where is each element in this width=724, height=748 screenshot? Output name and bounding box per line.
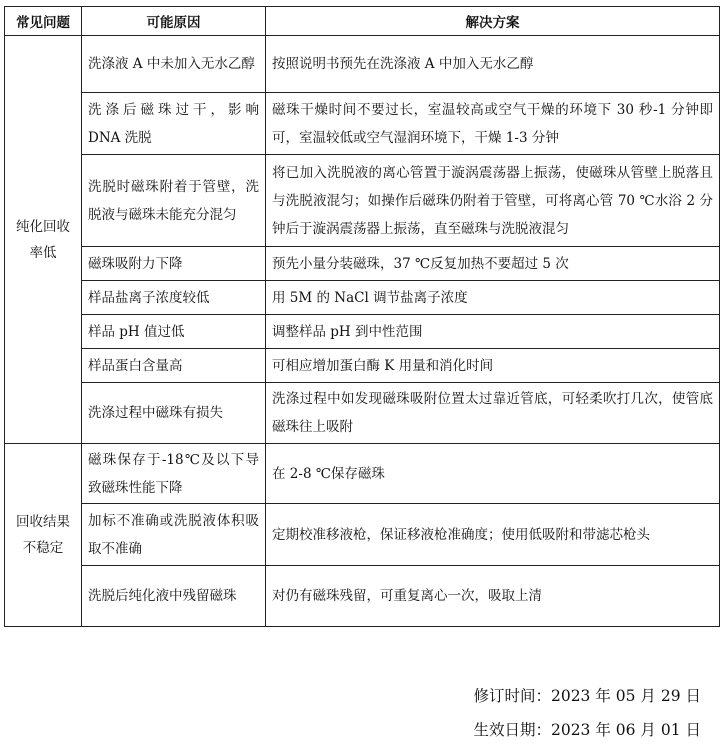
table-row [5, 504, 720, 566]
solution-cell: 洗涤过程中如发现磁珠吸附位置太过靠近管底，可轻柔吹打几次，使管底磁珠往上吸附 [266, 383, 720, 444]
header-problem: 常见问题 [5, 7, 82, 36]
cause-cell: 磁珠保存于-18℃及以下导致磁珠性能下降 [82, 444, 266, 504]
cause-cell: 加标不准确或洗脱液体积吸取不准确 [82, 504, 266, 566]
category-unstable-recovery: 回收结果不稳定 [5, 444, 82, 627]
solution-cell: 对仍有磁珠残留，可重复离心一次，吸取上清 [266, 566, 720, 627]
table-row [5, 155, 720, 247]
cause-cell: 洗涤后磁珠过干，影响 DNA 洗脱 [82, 93, 266, 155]
cause-cell: 样品 pH 值过低 [82, 315, 266, 349]
table-row [5, 281, 720, 315]
solution-cell: 按照说明书预先在洗涤液 A 中加入无水乙醇 [266, 36, 720, 93]
revision-date: 修订时间：2023 年 05 月 29 日 [473, 687, 701, 705]
effective-date: 生效日期：2023 年 06 月 01 日 [473, 721, 701, 739]
table-row [5, 444, 720, 504]
table-row [5, 383, 720, 444]
table-row [5, 315, 720, 349]
category-low-recovery: 纯化回收率低 [5, 36, 82, 444]
cause-cell: 磁珠吸附力下降 [82, 247, 266, 281]
cause-cell: 洗脱时磁珠附着于管壁，洗脱液与磁珠未能充分混匀 [82, 155, 266, 247]
solution-cell: 用 5M 的 NaCl 调节盐离子浓度 [266, 281, 720, 315]
cause-cell: 样品蛋白含量高 [82, 349, 266, 383]
cause-cell: 样品盐离子浓度较低 [82, 281, 266, 315]
header-solution: 解决方案 [266, 7, 720, 36]
table-row [5, 566, 720, 627]
cause-cell: 洗涤液 A 中未加入无水乙醇 [82, 36, 266, 93]
table-row [5, 93, 720, 155]
troubleshooting-table [4, 6, 720, 627]
table-row [5, 349, 720, 383]
cause-cell: 洗涤过程中磁珠有损失 [82, 383, 266, 444]
solution-cell: 在 2-8 ℃保存磁珠 [266, 444, 720, 504]
solution-cell: 预先小量分装磁珠，37 ℃反复加热不要超过 5 次 [266, 247, 720, 281]
table-header-row [5, 7, 720, 36]
solution-cell: 调整样品 pH 到中性范围 [266, 315, 720, 349]
solution-cell: 定期校准移液枪，保证移液枪准确度；使用低吸附和带滤芯枪头 [266, 504, 720, 566]
solution-cell: 将已加入洗脱液的离心管置于漩涡震荡器上振荡，使磁珠从管壁上脱落且与洗脱液混匀；如操作后磁珠仍附着于管壁，可将离心管 70 ℃水浴 2 分钟后于漩涡震荡器上振荡，直至磁珠与洗脱液混匀 [266, 155, 720, 247]
table-row [5, 247, 720, 281]
table-row [5, 36, 720, 93]
solution-cell: 可相应增加蛋白酶 K 用量和消化时间 [266, 349, 720, 383]
solution-cell: 磁珠干燥时间不要过长，室温较高或空气干燥的环境下 30 秒-1 分钟即可，室温较低或空气湿润环境下，干燥 1-3 分钟 [266, 93, 720, 155]
header-cause: 可能原因 [82, 7, 266, 36]
cause-cell: 洗脱后纯化液中残留磁珠 [82, 566, 266, 627]
